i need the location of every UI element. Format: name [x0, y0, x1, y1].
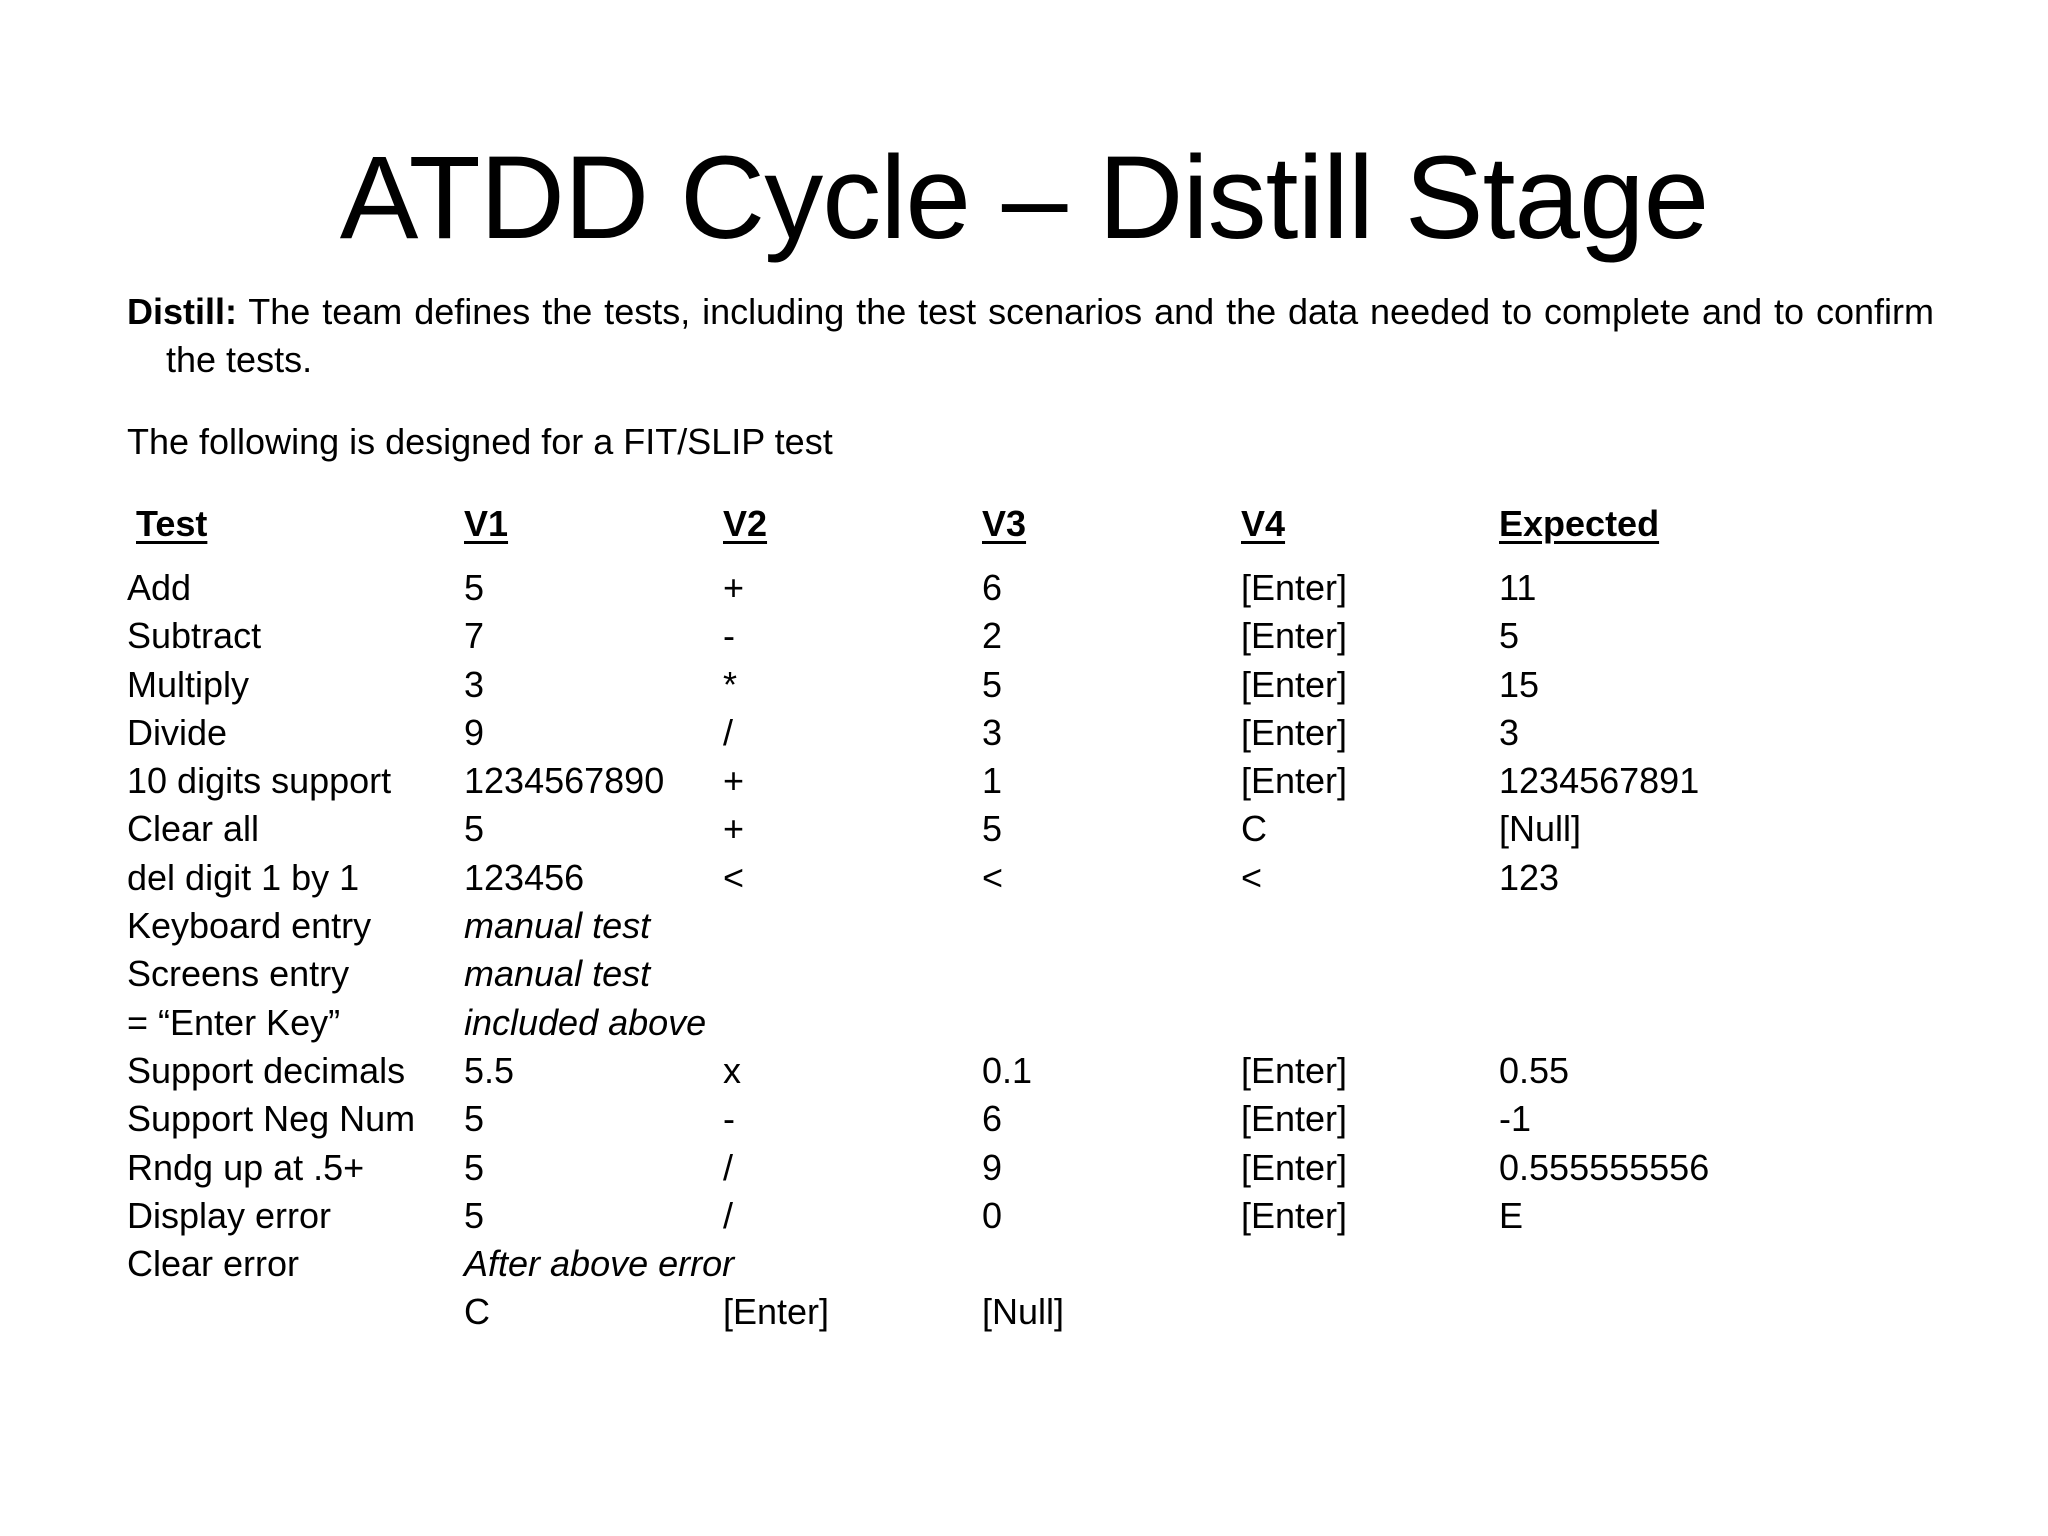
cell-test: Multiply: [127, 663, 250, 705]
cell-v4: C: [1241, 808, 1267, 850]
cell-v4: <: [1241, 856, 1263, 898]
cell-v3: 9: [982, 1146, 1003, 1188]
table-row: [127, 1144, 1907, 1192]
cell-test: Keyboard entry: [127, 905, 372, 947]
table-row: [127, 612, 1907, 660]
cell-expected: 3: [1499, 711, 1520, 753]
cell-expected: 1234567891: [1499, 760, 1700, 802]
cell-test: del digit 1 by 1: [127, 856, 360, 898]
cell-expected: 0.55: [1499, 1049, 1570, 1091]
cell-test: 10 digits support: [127, 760, 392, 802]
cell-v3: 3: [982, 711, 1003, 753]
cell-test: Subtract: [127, 615, 262, 657]
cell-test: Support decimals: [127, 1049, 406, 1091]
header-v4: V4: [1241, 503, 1286, 544]
cell-v1: 5: [464, 808, 485, 850]
table-row: [127, 564, 1907, 612]
cell-expected: 15: [1499, 663, 1540, 705]
cell-v3: 5: [982, 663, 1003, 705]
table-row: [127, 1047, 1907, 1095]
cell-v1: 1234567890: [464, 760, 665, 802]
cell-test: Rndg up at .5+: [127, 1146, 365, 1188]
cell-v4: [Enter]: [1241, 711, 1348, 753]
slide-title: ATDD Cycle – Distill Stage: [339, 132, 1709, 264]
cell-v3: 0.1: [982, 1049, 1033, 1091]
cell-expected: 123: [1499, 856, 1560, 898]
cell-expected: 11: [1499, 567, 1537, 608]
cell-v1: 5: [464, 1194, 485, 1236]
cell-test: Clear error: [127, 1243, 300, 1285]
cell-test: Support Neg Num: [127, 1098, 416, 1140]
cell-v4: [Enter]: [1241, 1098, 1348, 1140]
cell-expected: 0.555555556: [1499, 1146, 1710, 1188]
cell-v2: +: [723, 760, 745, 802]
table-row: [127, 854, 1907, 902]
cell-v1: After above error: [464, 1243, 735, 1285]
cell-v3: 5: [982, 808, 1003, 850]
header-v3: V3: [982, 503, 1027, 544]
cell-expected: 5: [1499, 615, 1520, 657]
cell-v4: [Enter]: [1241, 567, 1348, 608]
cell-expected: [Null]: [1499, 808, 1582, 850]
table-header-row: [127, 500, 1907, 564]
cell-v3: 0: [982, 1194, 1003, 1236]
cell-v2: x: [723, 1049, 741, 1091]
cell-v2: /: [723, 1194, 734, 1236]
table-row: [127, 757, 1907, 805]
cell-v4: [Enter]: [1241, 760, 1348, 802]
cell-v3: <: [982, 856, 1004, 898]
cell-v1: 5.5: [464, 1049, 515, 1091]
cell-v1: 3: [464, 663, 485, 705]
cell-test: Clear all: [127, 808, 260, 850]
cell-v4: [Enter]: [1241, 1146, 1348, 1188]
cell-v2: /: [723, 1146, 734, 1188]
cell-expected: -1: [1499, 1098, 1532, 1140]
cell-v3: 6: [982, 1098, 1003, 1140]
cell-test: Screens entry: [127, 953, 350, 995]
table-row: [127, 1288, 1907, 1336]
cell-v2: *: [723, 663, 738, 705]
header-test: Test: [136, 503, 208, 544]
cell-v2: <: [723, 856, 745, 898]
cell-v2: /: [723, 711, 734, 753]
distill-label: Distill:: [127, 291, 238, 332]
cell-v1: included above: [464, 1001, 707, 1043]
cell-v3: 1: [982, 760, 1003, 802]
cell-v1: 5: [464, 1146, 485, 1188]
header-v2: V2: [723, 503, 768, 544]
table-intro: The following is designed for a FIT/SLIP test: [127, 421, 833, 462]
cell-v3: 6: [982, 567, 1003, 608]
cell-v1: C: [464, 1291, 490, 1333]
header-v1: V1: [464, 503, 509, 544]
cell-test: Display error: [127, 1194, 332, 1236]
table-row: [127, 1192, 1907, 1240]
cell-test: Divide: [127, 711, 228, 753]
cell-v2: -: [723, 1098, 735, 1140]
table-row: [127, 805, 1907, 853]
cell-v2: +: [723, 808, 745, 850]
cell-v1: 9: [464, 711, 485, 753]
table-row: [127, 661, 1907, 709]
cell-test: = “Enter Key”: [127, 1001, 341, 1043]
cell-v4: [Enter]: [1241, 615, 1348, 657]
table-body: [127, 564, 1907, 1337]
cell-v1: manual test: [464, 953, 651, 995]
cell-v3: [Null]: [982, 1291, 1065, 1333]
table-row: [127, 709, 1907, 757]
header-expected: Expected: [1499, 503, 1660, 544]
cell-expected: E: [1499, 1194, 1524, 1236]
cell-v1: 123456: [464, 856, 585, 898]
cell-test: Add: [127, 567, 192, 608]
cell-v4: [Enter]: [1241, 1049, 1348, 1091]
cell-v3: 2: [982, 615, 1003, 657]
table-row: [127, 950, 1907, 998]
cell-v4: [Enter]: [1241, 663, 1348, 705]
distill-paragraph: [127, 288, 1934, 384]
cell-v4: [Enter]: [1241, 1194, 1348, 1236]
cell-v2: [Enter]: [723, 1291, 830, 1333]
table-row: [127, 902, 1907, 950]
test-table: [127, 500, 1907, 1337]
cell-v1: 5: [464, 567, 485, 608]
cell-v1: manual test: [464, 905, 651, 947]
cell-v2: +: [723, 567, 745, 608]
cell-v1: 7: [464, 615, 485, 657]
cell-v2: -: [723, 615, 735, 657]
table-row: [127, 999, 1907, 1047]
distill-text: The team defines the tests, including the test scenarios and the data needed to complete and to confirm the tests.: [166, 291, 1934, 380]
table-row: [127, 1240, 1907, 1288]
table-row: [127, 1095, 1907, 1143]
cell-v1: 5: [464, 1098, 485, 1140]
